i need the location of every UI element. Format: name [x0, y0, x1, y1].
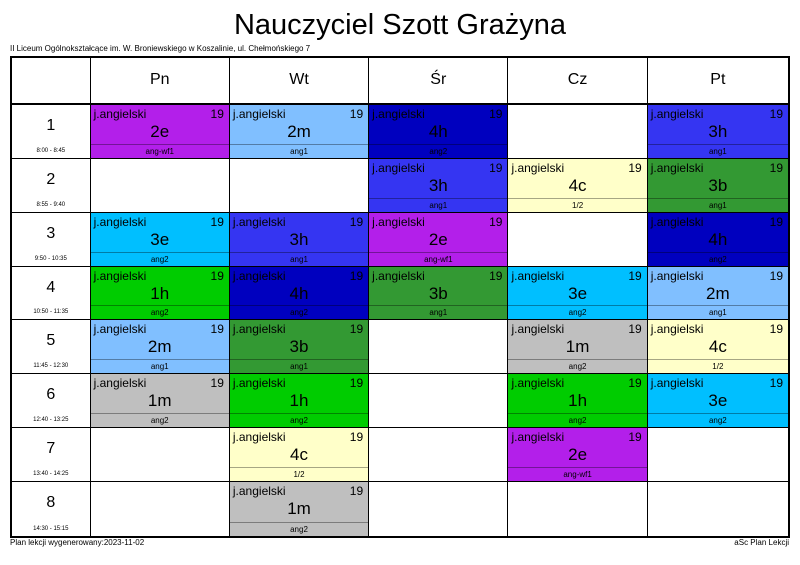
lesson-card[interactable]: [369, 159, 508, 213]
lesson-group: 1/2: [508, 198, 646, 212]
lesson-class: 3e: [708, 391, 728, 411]
lesson-subject: j.angielski: [93, 376, 147, 391]
day-header: Śr: [369, 58, 508, 105]
lesson-room: 19: [769, 160, 783, 175]
lesson-room: 19: [628, 430, 642, 445]
lesson-subject: j.angielski: [372, 160, 425, 175]
lesson-room: 19: [210, 322, 224, 337]
lesson-group: ang2: [508, 305, 646, 319]
lesson-subject: j.angielski: [93, 268, 147, 283]
lesson-room: 19: [769, 268, 783, 283]
lesson-subject: j.angielski: [372, 268, 425, 283]
generated-date: Plan lekcji wygenerowany:2023-11-02: [10, 538, 145, 547]
period-cell: [12, 159, 91, 213]
empty-slot: [508, 105, 647, 159]
period-time: 9:50 - 10:35: [34, 255, 67, 262]
lesson-group: ang1: [369, 198, 507, 212]
lesson-class: 4c: [568, 175, 587, 195]
lesson-group: ang2: [648, 413, 788, 427]
period-time: 8:55 - 9:40: [36, 201, 66, 208]
lesson-card[interactable]: [648, 159, 788, 213]
lesson-group: ang1: [648, 198, 788, 212]
lesson-room: 19: [349, 214, 364, 229]
lesson-group: ang1: [648, 144, 788, 158]
lesson-subject: j.angielski: [232, 430, 286, 445]
lesson-group: 1/2: [230, 467, 368, 481]
lesson-class: 1h: [568, 391, 588, 411]
lesson-class: 1m: [147, 391, 172, 411]
empty-slot: [648, 428, 788, 482]
lesson-group: ang-wf1: [508, 467, 646, 481]
lesson-class: 2e: [568, 445, 588, 465]
period-cell: [12, 267, 91, 321]
lesson-card[interactable]: [648, 105, 788, 159]
lesson-room: 19: [349, 322, 364, 337]
lesson-group: ang1: [648, 305, 788, 319]
lesson-class: 1h: [289, 391, 309, 411]
lesson-subject: j.angielski: [511, 268, 565, 283]
lesson-card[interactable]: [230, 482, 369, 536]
lesson-card[interactable]: [91, 320, 230, 374]
lesson-class: 2e: [150, 121, 170, 141]
lesson-group: ang2: [648, 252, 788, 266]
period-time: 12:40 - 13:25: [33, 417, 69, 424]
lesson-group: ang1: [230, 252, 368, 266]
lesson-subject: j.angielski: [232, 484, 286, 499]
lesson-room: 19: [210, 106, 224, 121]
lesson-room: 19: [489, 106, 503, 121]
day-header: Pt: [648, 58, 788, 105]
lesson-group: ang2: [369, 144, 507, 158]
lesson-card[interactable]: [508, 320, 647, 374]
lesson-group: ang1: [230, 144, 368, 158]
period-cell: [12, 374, 91, 428]
corner-cell: [12, 58, 91, 105]
lesson-class: 3b: [708, 175, 728, 195]
period-number: 1: [46, 116, 56, 134]
lesson-subject: j.angielski: [93, 106, 147, 121]
period-time: 14:30 - 15:15: [33, 525, 69, 532]
lesson-subject: j.angielski: [372, 214, 425, 229]
lesson-group: ang2: [508, 413, 646, 427]
lesson-subject: j.angielski: [650, 322, 704, 337]
lesson-class: 3h: [708, 121, 728, 141]
period-number: 3: [46, 224, 56, 242]
period-time: 13:40 - 14:25: [33, 471, 69, 478]
lesson-class: 3e: [150, 229, 170, 249]
lesson-card[interactable]: [508, 428, 647, 482]
lesson-subject: j.angielski: [93, 214, 147, 229]
lesson-room: 19: [349, 430, 364, 445]
empty-slot: [369, 374, 508, 428]
period-number: 8: [46, 494, 56, 512]
lesson-group: 1/2: [648, 359, 788, 373]
period-time: 10:50 - 11:35: [33, 309, 69, 316]
empty-slot: [369, 320, 508, 374]
period-cell: [12, 213, 91, 267]
lesson-subject: j.angielski: [650, 160, 704, 175]
lesson-card[interactable]: [230, 428, 369, 482]
lesson-room: 19: [769, 214, 783, 229]
period-number: 2: [46, 170, 56, 188]
period-time: 8:00 - 8:45: [36, 147, 66, 154]
lesson-class: 2e: [428, 229, 448, 249]
lesson-class: 4h: [428, 121, 448, 141]
lesson-subject: j.angielski: [650, 376, 704, 391]
school-name: II Liceum Ogólnokształcące im. W. Broniewskiego w Koszalinie, ul. Chełmońskiego 7: [10, 44, 311, 53]
empty-slot: [91, 482, 230, 536]
lesson-class: 4c: [290, 445, 308, 465]
lesson-class: 3b: [428, 283, 448, 303]
lesson-subject: j.angielski: [372, 106, 425, 121]
period-time: 11:45 - 12:30: [33, 363, 69, 370]
software-credit: aSc Plan Lekcji: [734, 538, 789, 547]
lesson-subject: j.angielski: [650, 214, 704, 229]
lesson-room: 19: [769, 106, 783, 121]
page-title: Nauczyciel Szott Grażyna: [233, 9, 566, 41]
lesson-room: 19: [349, 106, 364, 121]
lesson-class: 1h: [150, 283, 170, 303]
lesson-class: 4c: [708, 337, 727, 357]
lesson-room: 19: [210, 214, 224, 229]
lesson-card[interactable]: [91, 105, 230, 159]
lesson-group: ang1: [369, 305, 507, 319]
lesson-class: 3h: [428, 175, 448, 195]
lesson-card[interactable]: [91, 374, 230, 428]
lesson-room: 19: [628, 376, 642, 391]
period-cell: [12, 482, 91, 536]
empty-slot: [508, 482, 647, 536]
lesson-subject: j.angielski: [232, 322, 286, 337]
lesson-group: ang1: [230, 359, 368, 373]
lesson-card[interactable]: [508, 267, 647, 321]
lesson-room: 19: [628, 268, 642, 283]
period-number: 4: [46, 278, 56, 296]
period-cell: [12, 105, 91, 159]
day-header: Pn: [91, 58, 230, 105]
lesson-card[interactable]: [648, 213, 788, 267]
lesson-room: 19: [210, 376, 224, 391]
period-number: 7: [46, 440, 56, 458]
lesson-card[interactable]: [648, 267, 788, 321]
lesson-room: 19: [628, 322, 642, 337]
lesson-class: 2m: [706, 283, 730, 303]
lesson-class: 1m: [565, 337, 590, 357]
lesson-room: 19: [489, 214, 503, 229]
lesson-subject: j.angielski: [232, 214, 286, 229]
empty-slot: [91, 428, 230, 482]
lesson-group: ang2: [230, 522, 368, 536]
lesson-room: 19: [349, 484, 364, 499]
lesson-card[interactable]: [91, 267, 230, 321]
lesson-room: 19: [489, 160, 503, 175]
lesson-room: 19: [210, 268, 224, 283]
lesson-card[interactable]: [230, 320, 369, 374]
period-number: 5: [46, 332, 56, 350]
lesson-class: 1m: [287, 499, 311, 519]
lesson-group: ang2: [230, 305, 368, 319]
lesson-class: 4h: [289, 283, 309, 303]
lesson-class: 2m: [287, 121, 311, 141]
lesson-room: 19: [628, 160, 642, 175]
period-cell: [12, 320, 91, 374]
lesson-subject: j.angielski: [93, 322, 147, 337]
lesson-subject: j.angielski: [650, 106, 704, 121]
empty-slot: [648, 482, 788, 536]
lesson-class: 4h: [708, 229, 728, 249]
lesson-group: ang2: [230, 413, 368, 427]
lesson-group: ang2: [91, 252, 229, 266]
lesson-group: ang2: [91, 413, 229, 427]
lesson-room: 19: [769, 376, 783, 391]
lesson-card[interactable]: [369, 267, 508, 321]
empty-slot: [508, 213, 647, 267]
lesson-group: ang2: [91, 305, 229, 319]
lesson-room: 19: [769, 322, 783, 337]
lesson-class: 2m: [147, 337, 172, 357]
lesson-room: 19: [349, 376, 364, 391]
lesson-card[interactable]: [230, 267, 369, 321]
lesson-room: 19: [349, 268, 364, 283]
lesson-class: 3b: [289, 337, 309, 357]
lesson-subject: j.angielski: [232, 106, 286, 121]
period-number: 6: [46, 386, 56, 404]
lesson-group: ang-wf1: [91, 144, 229, 158]
lesson-group: ang1: [91, 359, 229, 373]
lesson-group: ang2: [508, 359, 646, 373]
timetable-grid: [10, 56, 790, 538]
lesson-card[interactable]: [369, 213, 508, 267]
day-header: Wt: [230, 58, 369, 105]
lesson-card[interactable]: [230, 213, 369, 267]
empty-slot: [91, 159, 230, 213]
lesson-subject: j.angielski: [511, 430, 565, 445]
lesson-class: 3h: [289, 229, 309, 249]
empty-slot: [369, 428, 508, 482]
period-cell: [12, 428, 91, 482]
lesson-card[interactable]: [369, 105, 508, 159]
lesson-room: 19: [489, 268, 503, 283]
lesson-subject: j.angielski: [511, 376, 565, 391]
lesson-subject: j.angielski: [232, 268, 286, 283]
lesson-subject: j.angielski: [650, 268, 704, 283]
lesson-subject: j.angielski: [511, 322, 565, 337]
lesson-card[interactable]: [230, 374, 369, 428]
empty-slot: [230, 159, 369, 213]
lesson-card[interactable]: [230, 105, 369, 159]
lesson-class: 3e: [568, 283, 588, 303]
lesson-card[interactable]: [91, 213, 230, 267]
lesson-group: ang-wf1: [369, 252, 507, 266]
lesson-card[interactable]: [648, 374, 788, 428]
lesson-card[interactable]: [508, 159, 647, 213]
lesson-card[interactable]: [648, 320, 788, 374]
day-header: Cz: [508, 58, 647, 105]
lesson-card[interactable]: [508, 374, 647, 428]
lesson-subject: j.angielski: [511, 160, 565, 175]
lesson-subject: j.angielski: [232, 376, 286, 391]
empty-slot: [369, 482, 508, 536]
